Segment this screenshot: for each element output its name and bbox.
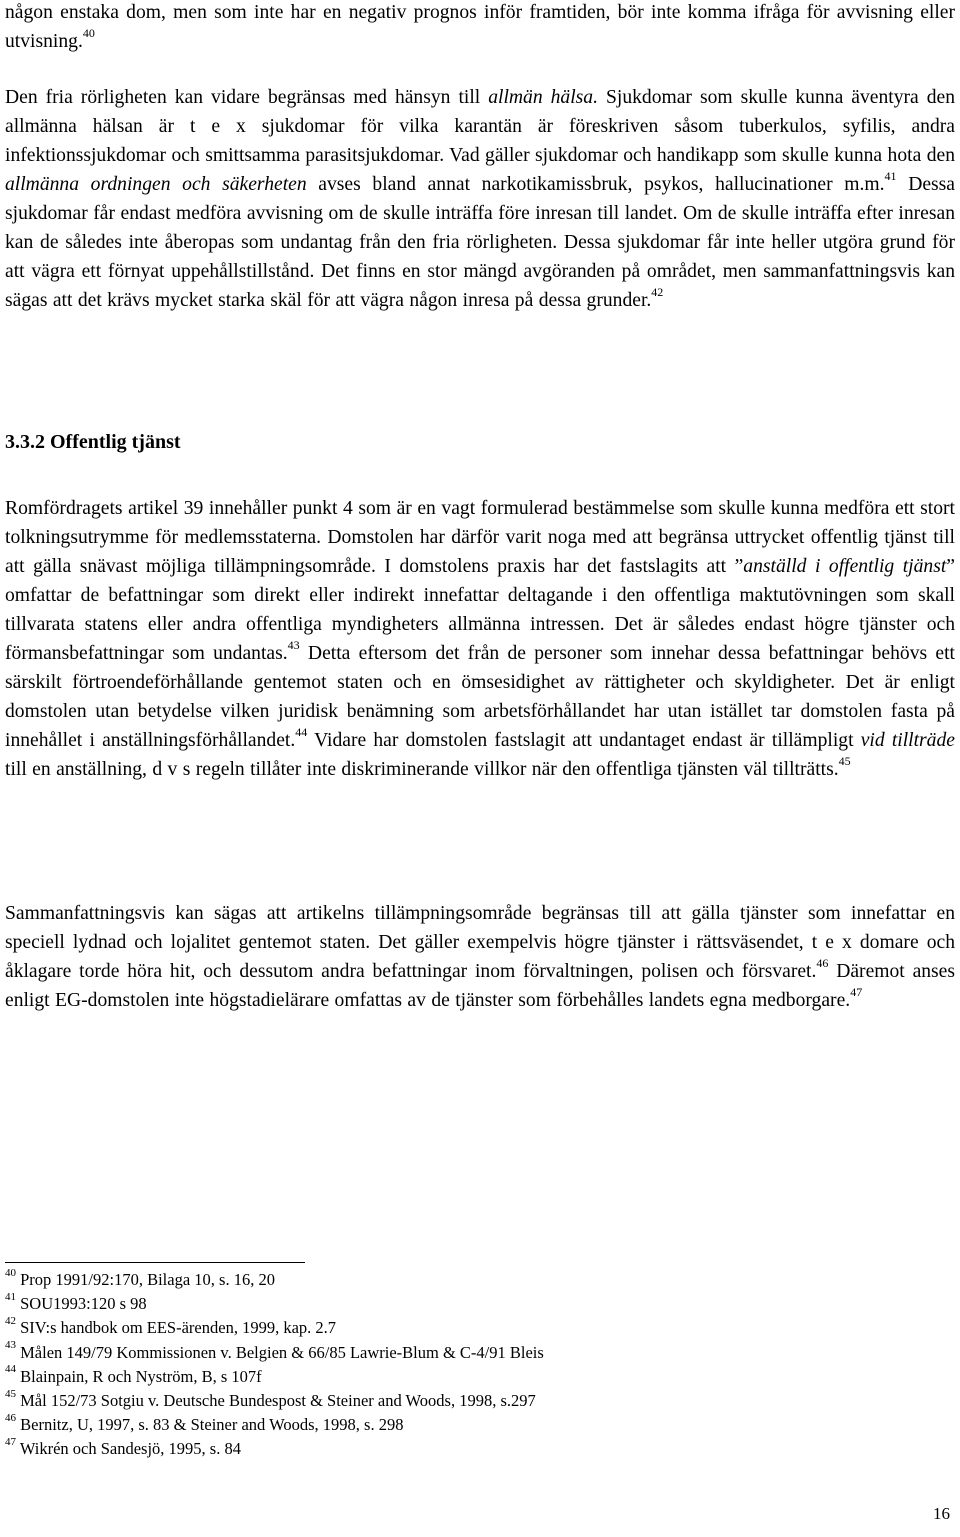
emphasis-text: anställd i offentlig tjänst xyxy=(743,556,947,577)
footnote-ref-46[interactable]: 46 xyxy=(816,956,829,971)
section-heading: 3.3.2 Offentlig tjänst xyxy=(5,431,181,453)
footnote-divider xyxy=(5,1262,305,1263)
text-run: avses bland annat narkotikamissbruk, psykos, hallucinationer m.m. xyxy=(306,174,885,195)
footnote-ref-44[interactable]: 44 xyxy=(295,725,308,740)
footnote-item xyxy=(5,1413,905,1437)
emphasis-text: allmän hälsa. xyxy=(488,87,598,108)
footnote-item xyxy=(5,1389,905,1413)
text-run: Sammanfattningsvis kan sägas att artikelns tillämpningsområde begränsas till att gälla tjänster som innefattar en speciell lydnad och lojalitet gentemot staten. Det gäller exempelvis högre tjänster i rättsväsendet, t e x domare och åklagare torde höra hit, och dessutom andra befattningar inom förvaltningen, polisen och försvaret. xyxy=(5,903,955,982)
footnote-ref-45[interactable]: 45 xyxy=(838,754,851,769)
text-run: ” omfattar de befattningar som direkt eller indirekt innefattar deltagande i den offentliga maktutövningen som skall tillvarata statens eller andra offentliga myndigheters allmänna intressen. Det är således endast högre tjänster och förmansbefattningar som undantas. xyxy=(5,556,955,664)
footnote-text: Wikrén och Sandesjö, 1995, s. 84 xyxy=(16,1439,241,1459)
text-run: till en anställning, d v s regeln tillåter inte diskriminerande villkor när den offentliga tjänsten väl tillträtts. xyxy=(5,759,839,780)
footnote-ref-41[interactable]: 41 xyxy=(884,169,897,184)
footnote-number: 47 xyxy=(5,1435,16,1448)
footnote-number: 42 xyxy=(5,1314,16,1327)
footnote-item xyxy=(5,1341,905,1365)
footnote-ref-43[interactable]: 43 xyxy=(287,638,300,653)
footnote-ref-47[interactable]: 47 xyxy=(850,985,863,1000)
page-number: 16 xyxy=(933,1504,950,1523)
footnote-number: 43 xyxy=(5,1339,16,1352)
text-run: någon enstaka dom, men som inte har en negativ prognos inför framtiden, bör inte komma ifråga för avvisning eller utvisning. xyxy=(5,2,955,52)
footnote-number: 44 xyxy=(5,1363,16,1376)
footnote-item xyxy=(5,1292,905,1316)
footnote-item xyxy=(5,1268,905,1292)
footnote-text: SOU1993:120 s 98 xyxy=(16,1294,147,1314)
footnote-number: 46 xyxy=(5,1411,16,1424)
footnote-text: Prop 1991/92:170, Bilaga 10, s. 16, 20 xyxy=(16,1270,275,1289)
footnote-text: Målen 149/79 Kommissionen v. Belgien & 66/85 Lawrie-Blum & C-4/91 Bleis xyxy=(16,1342,544,1362)
footnote-text: SIV:s handbok om EES-ärenden, 1999, kap. 2.7 xyxy=(16,1318,337,1338)
footnote-number: 41 xyxy=(5,1290,16,1303)
footnote-ref-42[interactable]: 42 xyxy=(651,285,664,300)
footnote-text: Mål 152/73 Sotgiu v. Deutsche Bundespost & Steiner and Woods, 1998, s.297 xyxy=(16,1391,536,1411)
paragraph-summary xyxy=(5,899,955,1015)
footnote-item xyxy=(5,1365,905,1389)
paragraph-public-service xyxy=(5,494,955,784)
footnote-number: 45 xyxy=(5,1387,16,1400)
emphasis-text: allmänna ordningen och säkerheten xyxy=(5,174,307,195)
text-run: Dessa sjukdomar får endast medföra avvisning om de skulle inträffa före inresan till landet. Om de skulle inträffa efter inresan kan de således inte åberopas som undantag från den fria rörligheten. Dessa sjukdomar får inte heller utgöra grund för att vägra ett förnyat uppehållstillstånd. Det finns en stor mängd avgöranden på området, men sammanfattningsvis kan sägas att det krävs mycket starka skäl för att vägra någon inresa på dessa grunder. xyxy=(5,174,956,311)
text-run: Däremot anses enligt EG-domstolen inte högstadielärare omfattas av de tjänster som förbehålles landets egna medborgare. xyxy=(5,961,956,1011)
footnotes-list xyxy=(5,1268,905,1462)
text-run: Den fria rörligheten kan vidare begränsas med hänsyn till xyxy=(5,87,489,108)
text-run: Romfördragets artikel 39 innehåller punkt 4 som är en vagt formulerad bestämmelse som skulle kunna medföra ett stort tolkningsutrymme för medlemsstaterna. Domstolen har därför varit noga med att begränsa uttrycket offentlig tjänst till att gälla snävast möjliga tillämpningsområde. I domstolens praxis har det fastslagits att ” xyxy=(5,498,955,577)
text-run: Detta eftersom det från de personer som innehar dessa befattningar behövs ett särskilt förtroendeförhållande gentemot staten och en ömsesidighet av rättigheter och skyldigheter. Det är enligt domstolen utan betydelse vilken juridisk benämning som arbetsförhållandet har utan istället tar domstolen fasta på innehållet i anställningsförhållandet. xyxy=(5,643,955,751)
footnote-text: Bernitz, U, 1997, s. 83 & Steiner and Woods, 1998, s. 298 xyxy=(16,1415,404,1435)
footnote-ref-40[interactable]: 40 xyxy=(82,26,95,41)
text-run: Vidare har domstolen fastslagit att undantaget endast är tillämpligt xyxy=(307,730,861,751)
emphasis-text: vid tillträde xyxy=(860,730,955,751)
footnote-text: Blainpain, R och Nyström, B, s 107f xyxy=(16,1366,262,1386)
paragraph-intro xyxy=(5,0,955,56)
footnote-item xyxy=(5,1437,905,1461)
footnote-number: 40 xyxy=(5,1266,16,1279)
text-run: Sjukdomar som skulle kunna äventyra den allmänna hälsan är t e x sjukdomar för vilka karantän är föreskriven såsom tuberkulos, syfilis, andra infektionssjukdomar och smittsamma parasitsjukdomar. Vad gäller sjukdomar och handikapp som skulle kunna hota den xyxy=(5,87,955,166)
footnote-item xyxy=(5,1316,905,1340)
paragraph-public-health xyxy=(5,83,955,315)
